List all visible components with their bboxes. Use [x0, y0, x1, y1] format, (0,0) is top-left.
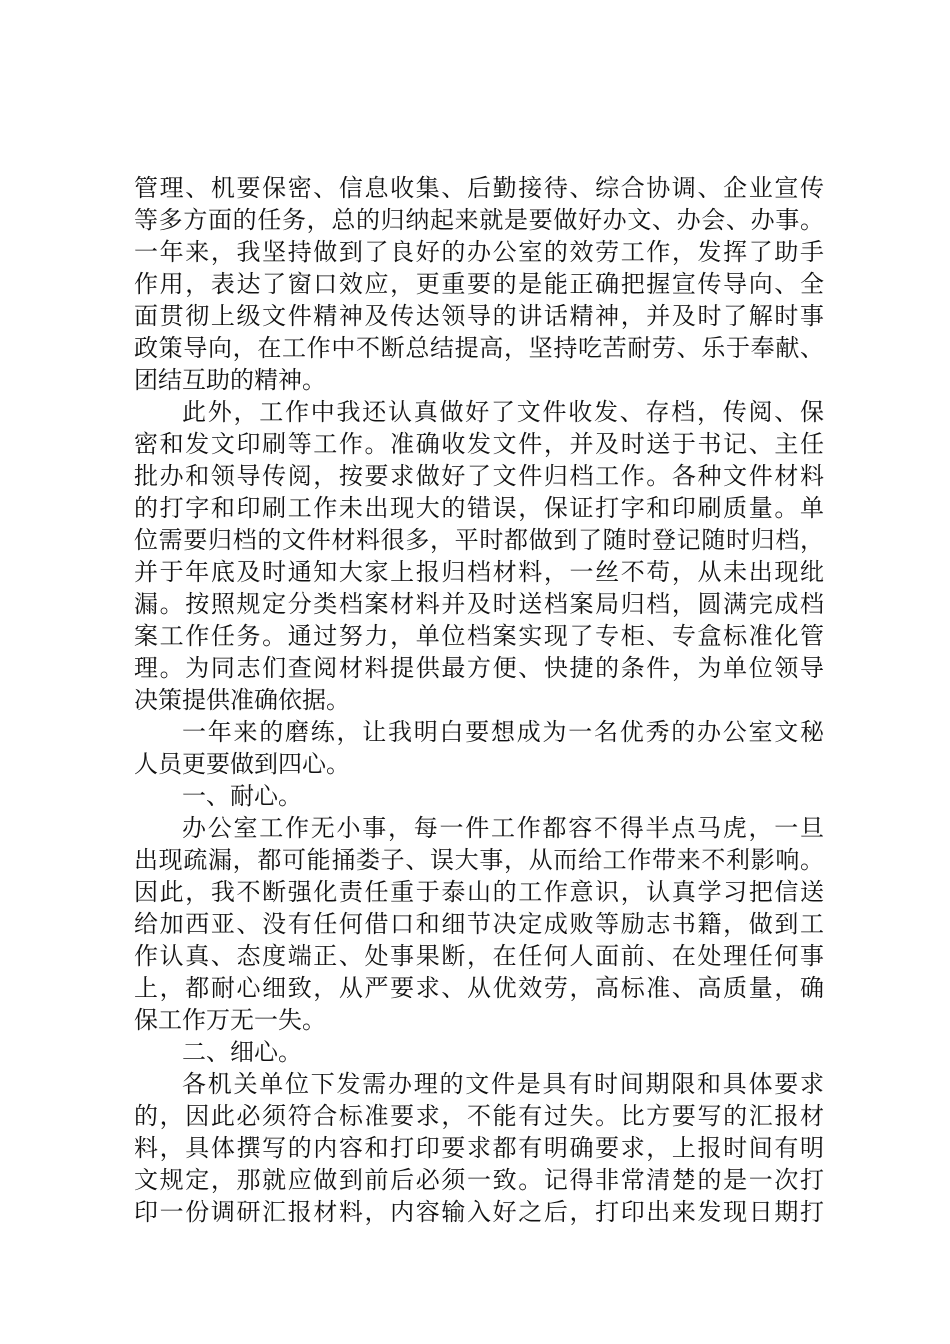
document-text-line: 各机关单位下发需办理的文件是具有时间期限和具体要求 [182, 1070, 824, 1098]
document-text-line: 决策提供准确依据。 [134, 686, 350, 714]
document-text-line: 料，具体撰写的内容和打印要求都有明确要求，上报时间有明 [134, 1134, 824, 1162]
document-text-line: 漏。按照规定分类档案材料并及时送档案局归档，圆满完成档 [134, 590, 824, 618]
document-text-line: 并于年底及时通知大家上报归档材料，一丝不苟，从未出现纰 [134, 558, 824, 586]
document-text-line: 的，因此必须符合标准要求，不能有过失。比方要写的汇报材 [134, 1102, 824, 1130]
document-text-line: 的打字和印刷工作未出现大的错误，保证打字和印刷质量。单 [134, 494, 824, 522]
document-text-line: 理。为同志们查阅材料提供最方便、快捷的条件，为单位领导 [134, 654, 824, 682]
document-text-line: 密和发文印刷等工作。准确收发文件，并及时送于书记、主任 [134, 430, 824, 458]
document-text-line: 出现疏漏，都可能捅娄子、误大事，从而给工作带来不利影响。 [134, 846, 824, 874]
document-text-line: 二、细心。 [182, 1038, 302, 1066]
document-text-line: 等多方面的任务，总的归纳起来就是要做好办文、办会、办事。 [134, 206, 824, 234]
document-text-line: 面贯彻上级文件精神及传达领导的讲话精神，并及时了解时事 [134, 302, 824, 330]
document-text-line: 一年来，我坚持做到了良好的办公室的效劳工作，发挥了助手 [134, 238, 824, 266]
document-text-line: 文规定，那就应做到前后必须一致。记得非常清楚的是一次打 [134, 1166, 824, 1194]
document-text-line: 人员更要做到四心。 [134, 750, 350, 778]
document-text-line: 印一份调研汇报材料，内容输入好之后，打印出来发现日期打 [134, 1198, 824, 1226]
document-body [134, 172, 824, 1228]
document-text-line: 给加西亚、没有任何借口和细节决定成败等励志书籍，做到工 [134, 910, 824, 938]
document-text-line: 案工作任务。通过努力，单位档案实现了专柜、专盒标准化管 [134, 622, 824, 650]
document-text-line: 团结互助的精神。 [134, 366, 326, 394]
document-text-line: 办公室工作无小事，每一件工作都容不得半点马虎，一旦 [182, 814, 824, 842]
document-text-line: 保工作万无一失。 [134, 1006, 326, 1034]
document-text-line: 位需要归档的文件材料很多，平时都做到了随时登记随时归档， [134, 526, 824, 554]
document-text-line: 作认真、态度端正、处事果断，在任何人面前、在处理任何事 [134, 942, 824, 970]
document-text-line: 政策导向，在工作中不断总结提高，坚持吃苦耐劳、乐于奉献、 [134, 334, 824, 362]
document-text-line: 上，都耐心细致，从严要求、从优效劳，高标准、高质量，确 [134, 974, 824, 1002]
document-text-line: 一、耐心。 [182, 782, 302, 810]
document-text-line: 一年来的磨练，让我明白要想成为一名优秀的办公室文秘 [182, 718, 824, 746]
document-text-line: 管理、机要保密、信息收集、后勤接待、综合协调、企业宣传 [134, 174, 824, 202]
document-text-line: 此外，工作中我还认真做好了文件收发、存档，传阅、保 [182, 398, 824, 426]
document-text-line: 因此，我不断强化责任重于泰山的工作意识，认真学习把信送 [134, 878, 824, 906]
document-text-line: 批办和领导传阅，按要求做好了文件归档工作。各种文件材料 [134, 462, 824, 490]
document-text-line: 作用，表达了窗口效应，更重要的是能正确把握宣传导向、全 [134, 270, 824, 298]
